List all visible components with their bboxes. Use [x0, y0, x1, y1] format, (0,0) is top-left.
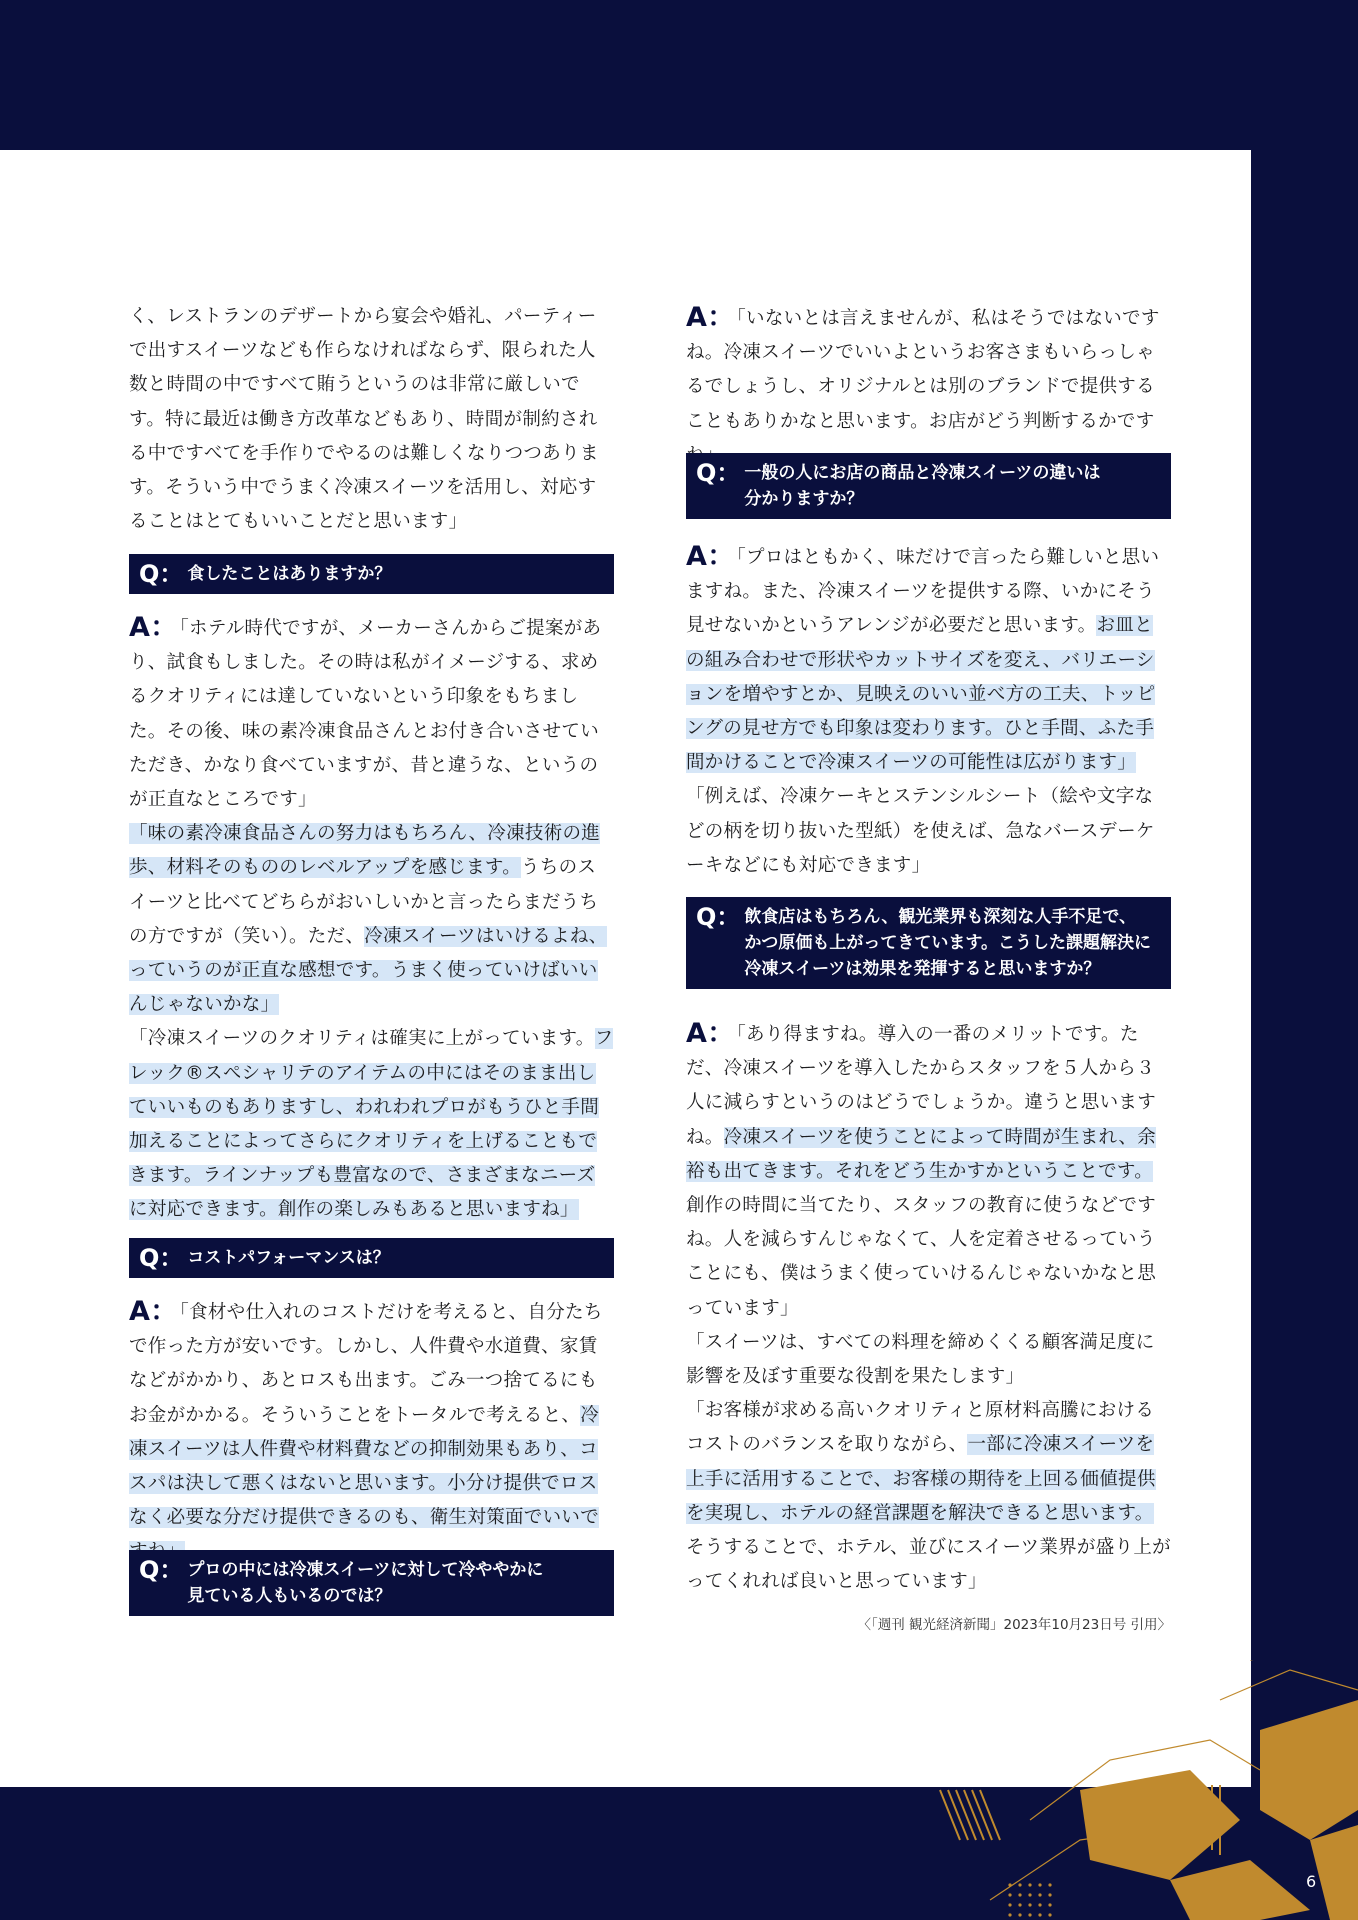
question-text: コストパフォーマンスは？ — [187, 1248, 390, 1268]
question-box-4 — [686, 453, 1171, 519]
answer-text: 「ホテル時代ですが、メーカーさんからご提案があり、試食もしました。その時は私がイメージする、求めるクオリティには達していないという印象をもちました。その後、味の素冷凍食品さんとお付き合いさせていただき、かなり食べていますが、昔と違うな、というのが正直なところです」 — [129, 618, 602, 811]
answer-text: 「食材や仕入れのコストだけを考えると、自分たちで作った方が安いです。しかし、人件費や水道費、家賃などがかかり、あとロスも出ます。ごみ一つ捨てるにもお金がかかる。そういうことをトータルで考えると、 — [129, 1302, 603, 1426]
question-text: 一般の人にお店の商品と冷凍スイーツの違いは 分かりますか？ — [744, 463, 1101, 509]
answer-4 — [686, 541, 1171, 883]
top-band — [0, 0, 1358, 150]
highlight-text: 冷凍スイーツを使うことによって時間が生まれ、余裕も出てきます。それをどう生かすかということです。 — [686, 1126, 1157, 1182]
question-box-5 — [686, 897, 1171, 989]
highlight-text: お皿との組み合わせで形状やカットサイズを変え、バリエーションを増やすとか、見映えのいい並べ方の工夫、トッピングの見せ方でも印象は変わります。ひと手間、ふた手間かけることで冷凍スイーツの可能性は広がります」 — [686, 615, 1156, 774]
question-text: 飲食店はもちろん、観光業界も深刻な人手不足で、 かつ原価も上がってきています。こうした課題解決に 冷凍スイーツは効果を発揮すると思いますか？ — [744, 907, 1152, 979]
highlight-text: 「味の素冷凍食品さんの努力はもちろん、冷凍技術の進歩、材料そのもののレベルアップを感じます。 — [129, 823, 601, 879]
answer-text: 「お客様が求める高いクオリティと原材料高騰におけるコストのバランスを取りながら、 — [686, 1400, 1155, 1456]
question-text: 食したことはありますか？ — [187, 564, 392, 584]
answer-text: 「いないとは言えませんが、私はそうではないですね。冷凍スイーツでいいよというお客さまもいらっしゃるでしょうし、オリジナルとは別のブランドで提供することもありかなと思います。お店がどう判断するかです — [686, 308, 1160, 432]
answer-5 — [686, 1018, 1171, 1599]
a-label: A： — [129, 612, 178, 643]
q-label: Q： — [696, 903, 741, 931]
q-label: Q： — [139, 1556, 184, 1584]
highlight-text: 一部に冷凍スイーツを上手に活用することで、お客様の期待を上回る価値提供を実現し、ホテルの経営課題を解決できると思います。 — [686, 1434, 1156, 1524]
q-label: Q： — [139, 560, 184, 588]
highlight-text: 冷凍スイーツは人件費や材料費などの抑制効果もあり、コスパは決して悪くはないと思います。小分け提供でロスなく必要な分だけ提供できるのも、衛生対策面でいいで — [129, 1405, 599, 1563]
answer-text: 「冷凍スイーツのクオリティは確実に上がっています。 — [129, 1028, 595, 1050]
answer-text: うちのスイーツと比べてどちらがおいしいかと言ったらまだうちの方ですが（笑い）。ただ、 — [129, 857, 599, 947]
citation: 〈「週刊 観光経済新聞」2023年10月23日号 引用〉 — [857, 1617, 1171, 1633]
a-label: A： — [686, 1018, 735, 1049]
a-label: A： — [686, 302, 735, 333]
a-label: A： — [686, 541, 735, 572]
answer-text: そうすることで、ホテル、並びにスイーツ業界が盛り上がってくれれば良いと思っています」 — [686, 1537, 1171, 1593]
a-label: A： — [129, 1296, 178, 1327]
answer-text: 「あり得ますね。導入の一番のメリットです。ただ、冷凍スイーツを導入したからスタッフを５人から３人に減らすというのはどうでしょうか。違うと思いますね。 — [686, 1024, 1157, 1148]
q-label: Q： — [696, 459, 741, 487]
answer-2 — [129, 1296, 614, 1570]
question-text: プロの中には冷凍スイーツに対して冷ややかに 見ている人もいるのでは？ — [187, 1560, 544, 1606]
highlight-text: フレック®スペシャリテのアイテムの中にはそのまま出していいものもありますし、われわれプロがもうひと手間加えることによってさらにクオリティを上げることもできます。ラインナップも豊富なので、さまざまなニーズに対応できます。創作の楽しみもあると思いますね」 — [129, 1028, 614, 1221]
intro-paragraph: く、レストランのデザートから宴会や婚礼、パーティーで出すスイーツなども作らなければならず、限られた人数と時間の中ですべて賄うというのは非常に厳しいです。特に最近は働き方改革などもあり、時間が制約される中ですべてを手作りでやるのは難しくなりつつあります。そういう中でうまく冷凍スイーツを活用し、対応することはとてもいいことだと思います」 — [129, 306, 599, 533]
answer-text: 「例えば、冷凍ケーキとステンシルシート（絵や文字などの柄を切り抜いた型紙）を使えば、急なバースデーケーキなどにも対応できます」 — [686, 786, 1155, 876]
answer-text: 創作の時間に当てたり、スタッフの教育に使うなどですね。人を減らすんじゃなくて、人を定着させるっていうことにも、僕はうまく使っていけるんじゃないかなと思っています」 — [686, 1195, 1157, 1319]
page-number: 6 — [1306, 1872, 1317, 1891]
answer-text: 「スイーツは、すべての料理を締めくくる顧客満足度に影響を及ぼす重要な役割を果たします」 — [686, 1331, 1155, 1388]
question-box-2 — [129, 1238, 614, 1278]
decorative-geometric-pattern — [930, 1660, 1358, 1920]
q-label: Q： — [139, 1244, 184, 1272]
answer-text: 「プロはともかく、味だけで言ったら難しいと思いますね。また、冷凍スイーツを提供する際、いかにそう見せないかというアレンジが必要だと思います。 — [686, 547, 1160, 637]
gold-dot-pattern — [1008, 1883, 1051, 1916]
question-box-1 — [129, 554, 614, 594]
answer-1 — [129, 612, 614, 1228]
answer-3 — [686, 302, 1171, 473]
question-box-3 — [129, 1550, 614, 1616]
highlight-text: 冷凍スイーツはいけるよね、っていうのが正直な感想です。うまく使っていけばいいんじゃないかな」 — [129, 925, 608, 1016]
